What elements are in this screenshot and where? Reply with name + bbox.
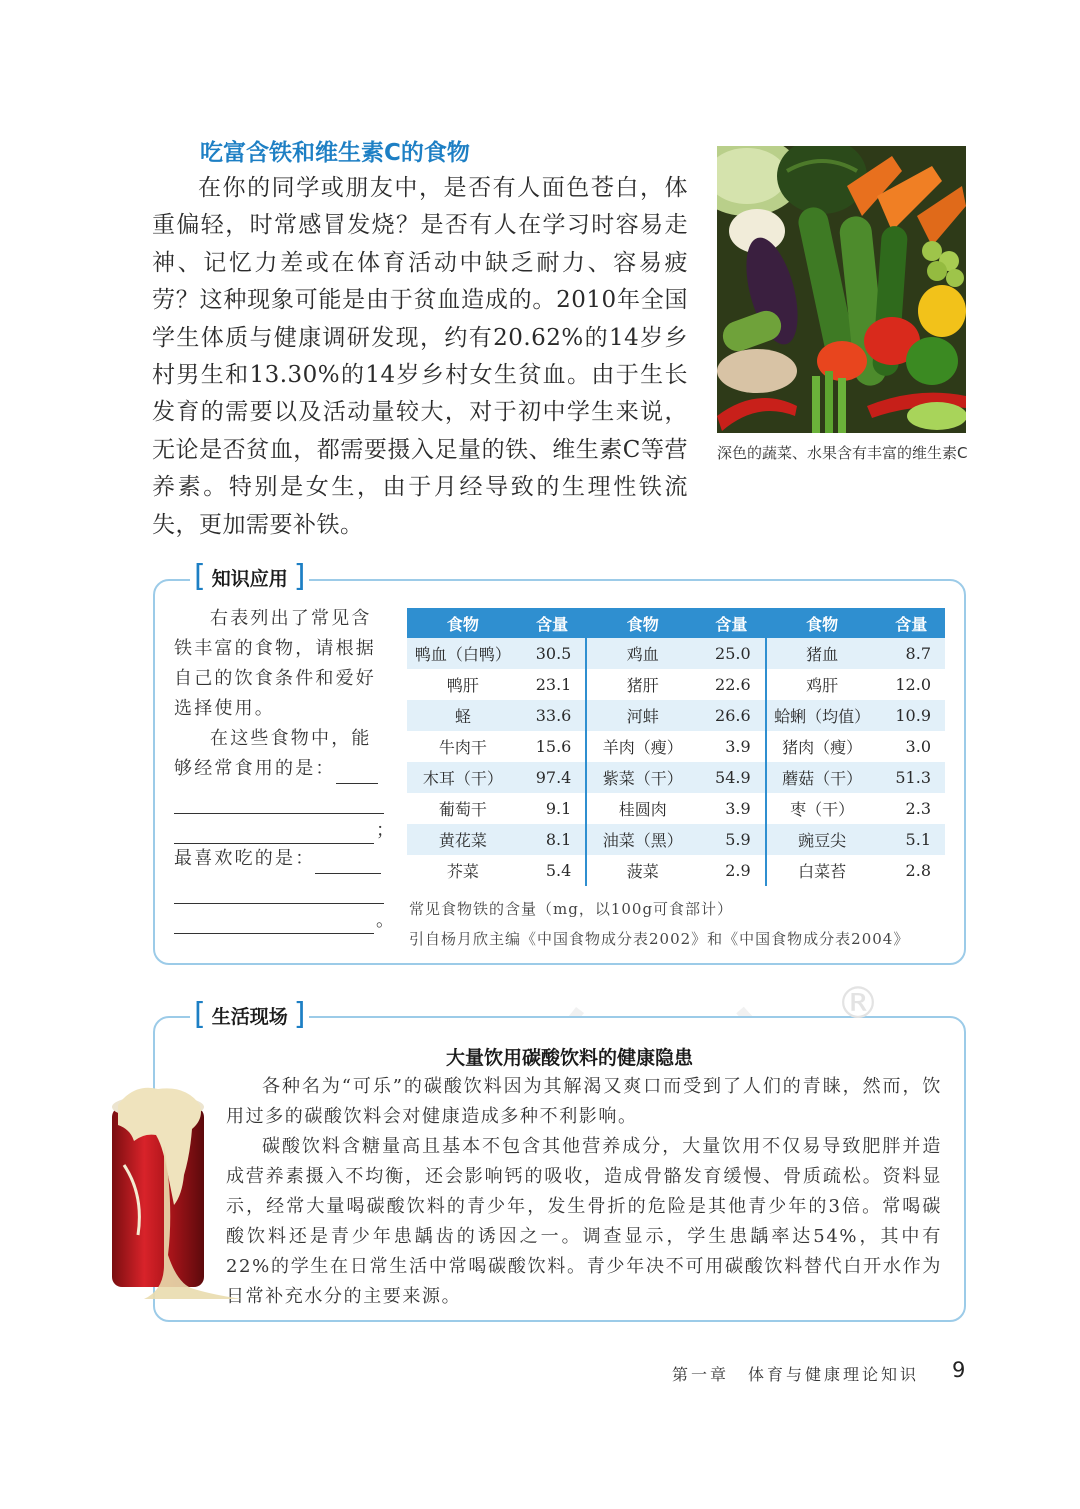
answer-blank[interactable] <box>336 762 378 784</box>
knowledge-box-label <box>190 559 309 594</box>
knowledge-prompts <box>174 604 397 934</box>
food-cell: 牛肉干 <box>407 731 519 762</box>
question-favorite-text: 最喜欢吃的是： <box>174 848 316 869</box>
food-cell: 蛏 <box>407 700 519 731</box>
food-cell: 猪血 <box>766 638 878 669</box>
iron-amount-cell: 9.1 <box>519 793 587 824</box>
header-amount: 含量 <box>877 608 945 638</box>
iron-amount-cell: 97.4 <box>519 762 587 793</box>
life-paragraph-1: 各种名为“可乐”的碳酸饮料因为其解渴又爽口而受到了人们的青睐，然而，饮用过多的碳酸饮料会对健康造成多种不利影响。 <box>226 1076 942 1127</box>
header-amount: 含量 <box>519 608 587 638</box>
table-row <box>407 638 945 669</box>
life-label-text: 生活现场 <box>211 1005 288 1028</box>
food-cell: 蘑菇（干） <box>766 762 878 793</box>
table-caption: 常见食物铁的含量（mg，以100g可食部计） <box>409 900 734 918</box>
iron-amount-cell: 8.1 <box>519 824 587 855</box>
iron-content-table <box>407 608 945 886</box>
food-cell: 桂圆肉 <box>586 793 698 824</box>
iron-amount-cell: 33.6 <box>519 700 587 731</box>
table-row <box>407 731 945 762</box>
iron-amount-cell: 10.9 <box>877 700 945 731</box>
answer-line[interactable] <box>174 784 384 814</box>
table-header-row <box>407 608 945 638</box>
table-row <box>407 824 945 855</box>
iron-amount-cell: 51.3 <box>877 762 945 793</box>
food-cell: 猪肝 <box>586 669 698 700</box>
table-row <box>407 700 945 731</box>
question-favorite <box>174 844 386 874</box>
iron-amount-cell: 5.9 <box>698 824 766 855</box>
life-box-title: 大量饮用碳酸饮料的健康隐患 <box>446 1047 694 1069</box>
food-cell: 白菜苔 <box>766 855 878 886</box>
table-row <box>407 762 945 793</box>
iron-amount-cell: 2.9 <box>698 855 766 886</box>
food-cell: 豌豆尖 <box>766 824 878 855</box>
header-food: 食物 <box>586 608 698 638</box>
bracket-open: [ <box>194 997 206 1032</box>
iron-amount-cell: 15.6 <box>519 731 587 762</box>
table-row <box>407 855 945 886</box>
vegetables-photo <box>717 146 966 433</box>
life-paragraph-2: 碳酸饮料含糖量高且基本不包含其他营养成分，大量饮用不仅易导致肥胖并造成营养素摄入不均衡，还会影响钙的吸收，造成骨骼发育缓慢、骨质疏松。资料显示，经常大量喝碳酸饮料的青少年，发生骨折的危险是其他青少年的3倍。常喝碳酸饮料还是青少年患龋齿的诱因之一。调查显示，学生患龋率达54%，其中有22%的学生在日常生活中常喝碳酸饮料。青少年决不可用碳酸饮料替代白开水作为日常补充水分的主要来源。 <box>226 1136 942 1307</box>
food-cell: 鸡肝 <box>766 669 878 700</box>
food-cell: 鸡血 <box>586 638 698 669</box>
food-cell: 木耳（干） <box>407 762 519 793</box>
food-cell: 猪肉（瘦） <box>766 731 878 762</box>
answer-blank[interactable] <box>315 852 381 874</box>
knowledge-intro: 右表列出了常见含铁丰富的食物，请根据自己的饮食条件和爱好选择使用。 <box>174 608 376 719</box>
section-paragraph: 在你的同学或朋友中，是否有人面色苍白，体重偏轻，时常感冒发烧？是否有人在学习时容易走神、记忆力差或在体育活动中缺乏耐力、容易疲劳？这种现象可能是由于贫血造成的。2010年全国学生体质与健康调研发现，约有20.62%的14岁乡村男生和13.30%的14岁乡村女生贫血。由于生长发育的需要以及活动量较大，对于初中学生来说，无论是否贫血，都需要摄入足量的铁、维生素C等营养素。特别是女生，由于月经导致的生理性铁流失，更加需要补铁。 <box>152 175 688 538</box>
iron-amount-cell: 54.9 <box>698 762 766 793</box>
iron-amount-cell: 25.0 <box>698 638 766 669</box>
question-frequent <box>174 724 386 784</box>
answer-line[interactable] <box>174 874 384 904</box>
food-cell: 紫菜（干） <box>586 762 698 793</box>
iron-amount-cell: 26.6 <box>698 700 766 731</box>
iron-amount-cell: 5.1 <box>877 824 945 855</box>
iron-amount-cell: 2.3 <box>877 793 945 824</box>
knowledge-label-text: 知识应用 <box>211 567 288 590</box>
table-source: 引自杨月欣主编《中国食物成分表2002》和《中国食物成分表2004》 <box>409 930 910 948</box>
food-cell: 鸭肝 <box>407 669 519 700</box>
bracket-open: [ <box>194 559 206 594</box>
bracket-close: ] <box>293 997 306 1032</box>
iron-amount-cell: 3.9 <box>698 731 766 762</box>
iron-amount-cell: 8.7 <box>877 638 945 669</box>
table-row <box>407 793 945 824</box>
iron-amount-cell: 12.0 <box>877 669 945 700</box>
page-number: 9 <box>952 1358 966 1382</box>
iron-amount-cell: 3.9 <box>698 793 766 824</box>
header-amount: 含量 <box>698 608 766 638</box>
iron-amount-cell: 30.5 <box>519 638 587 669</box>
life-box-text <box>226 1072 942 1312</box>
food-cell: 羊肉（瘦） <box>586 731 698 762</box>
header-food: 食物 <box>407 608 519 638</box>
iron-amount-cell: 23.1 <box>519 669 587 700</box>
life-box-label <box>190 997 309 1032</box>
food-cell: 枣（干） <box>766 793 878 824</box>
food-cell: 葡萄干 <box>407 793 519 824</box>
food-cell: 黄花菜 <box>407 824 519 855</box>
photo-caption: 深色的蔬菜、水果含有丰富的维生素C <box>717 444 968 462</box>
food-cell: 油菜（黑） <box>586 824 698 855</box>
bracket-close: ] <box>293 559 306 594</box>
registered-mark: ® <box>836 978 880 1029</box>
question-frequent-text: 在这些食物中，能够经常食用的是： <box>174 728 372 779</box>
table-row <box>407 669 945 700</box>
soda-can-image <box>104 1085 244 1305</box>
food-cell: 蛤蜊（均值） <box>766 700 878 731</box>
food-cell: 河蚌 <box>586 700 698 731</box>
answer-line[interactable] <box>174 814 374 844</box>
iron-amount-cell: 2.8 <box>877 855 945 886</box>
iron-amount-cell: 3.0 <box>877 731 945 762</box>
iron-amount-cell: 5.4 <box>519 855 587 886</box>
iron-amount-cell: 22.6 <box>698 669 766 700</box>
food-cell: 菠菜 <box>586 855 698 886</box>
semicolon: ； <box>376 820 397 841</box>
header-food: 食物 <box>766 608 878 638</box>
food-cell: 芥菜 <box>407 855 519 886</box>
period: 。 <box>376 910 397 931</box>
answer-line[interactable] <box>174 904 374 934</box>
food-cell: 鸭血（白鸭） <box>407 638 519 669</box>
section-title: 吃富含铁和维生素C的食物 <box>200 140 470 166</box>
chapter-footer: 第一章 体育与健康理论知识 <box>672 1365 920 1384</box>
